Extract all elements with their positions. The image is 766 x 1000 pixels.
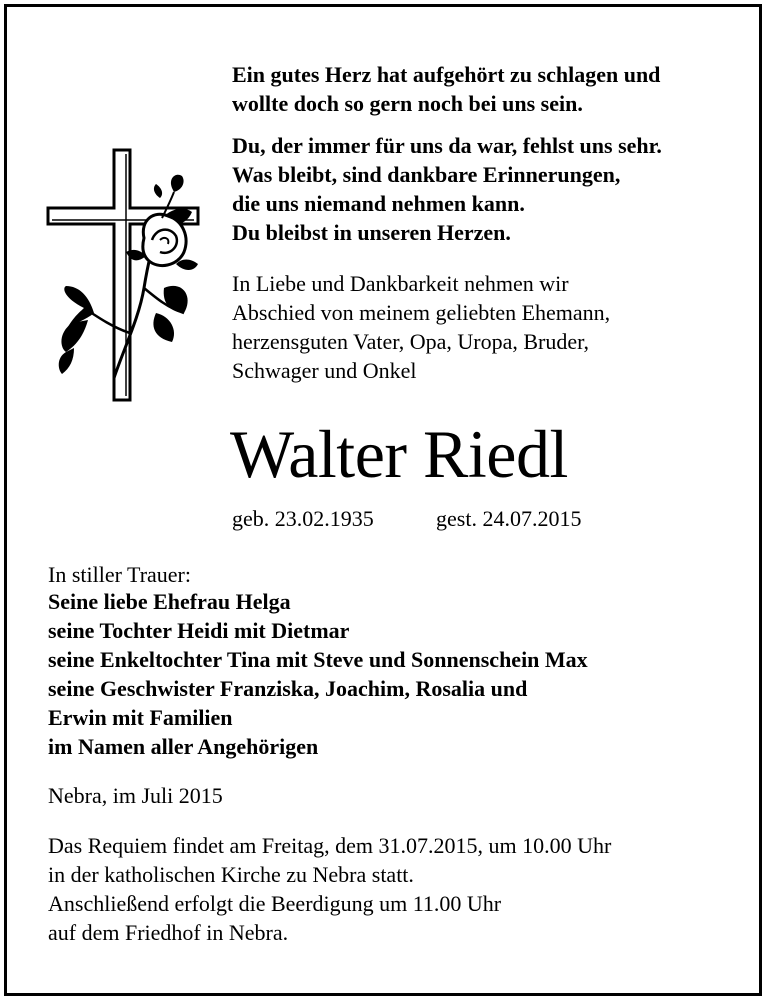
- service-line: Anschließend erfolgt die Beerdigung um 11.00 Uhr: [48, 891, 502, 916]
- verse-line: die uns niemand nehmen kann.: [232, 191, 525, 216]
- verse-line: Du bleibst in unseren Herzen.: [232, 220, 511, 245]
- mourner-line: Erwin mit Familien: [48, 705, 233, 730]
- verse-line: Was bleibt, sind dankbare Erinnerungen,: [232, 162, 621, 187]
- verse-two: [232, 131, 662, 247]
- mourner-line: im Namen aller Angehörigen: [48, 734, 319, 759]
- verse-one: [232, 60, 660, 118]
- intro-line: Abschied von meinem geliebten Ehemann,: [232, 300, 611, 325]
- birth-date: geb. 23.02.1935: [232, 506, 374, 531]
- intro-line: Schwager und Onkel: [232, 358, 417, 383]
- verse-line: Du, der immer für uns da war, fehlst uns sehr.: [232, 133, 662, 158]
- mourner-line: seine Geschwister Franziska, Joachim, Rosalia und: [48, 676, 528, 701]
- verse-line: Ein gutes Herz hat aufgehört zu schlagen und: [232, 62, 661, 87]
- service-info: [48, 831, 611, 947]
- mourner-line: seine Tochter Heidi mit Dietmar: [48, 618, 350, 643]
- service-line: auf dem Friedhof in Nebra.: [48, 920, 289, 945]
- deceased-name: Walter Riedl: [230, 416, 568, 492]
- death-date: gest. 24.07.2015: [436, 506, 582, 531]
- intro-line: herzensguten Vater, Opa, Uropa, Bruder,: [232, 329, 590, 354]
- mourner-line: Seine liebe Ehefrau Helga: [48, 589, 291, 614]
- mourners-heading: In stiller Trauer:: [48, 562, 191, 587]
- place-date: Nebra, im Juli 2015: [48, 783, 223, 808]
- service-line: Das Requiem findet am Freitag, dem 31.07.2015, um 10.00 Uhr: [48, 833, 612, 858]
- cross-with-rose-icon: [44, 148, 204, 408]
- mourners-list: [48, 587, 588, 761]
- mourner-line: seine Enkeltochter Tina mit Steve und Sonnenschein Max: [48, 647, 588, 672]
- service-line: in der katholischen Kirche zu Nebra statt.: [48, 862, 414, 887]
- intro-line: In Liebe und Dankbarkeit nehmen wir: [232, 271, 569, 296]
- intro-text: [232, 269, 610, 385]
- verse-line: wollte doch so gern noch bei uns sein.: [232, 91, 583, 116]
